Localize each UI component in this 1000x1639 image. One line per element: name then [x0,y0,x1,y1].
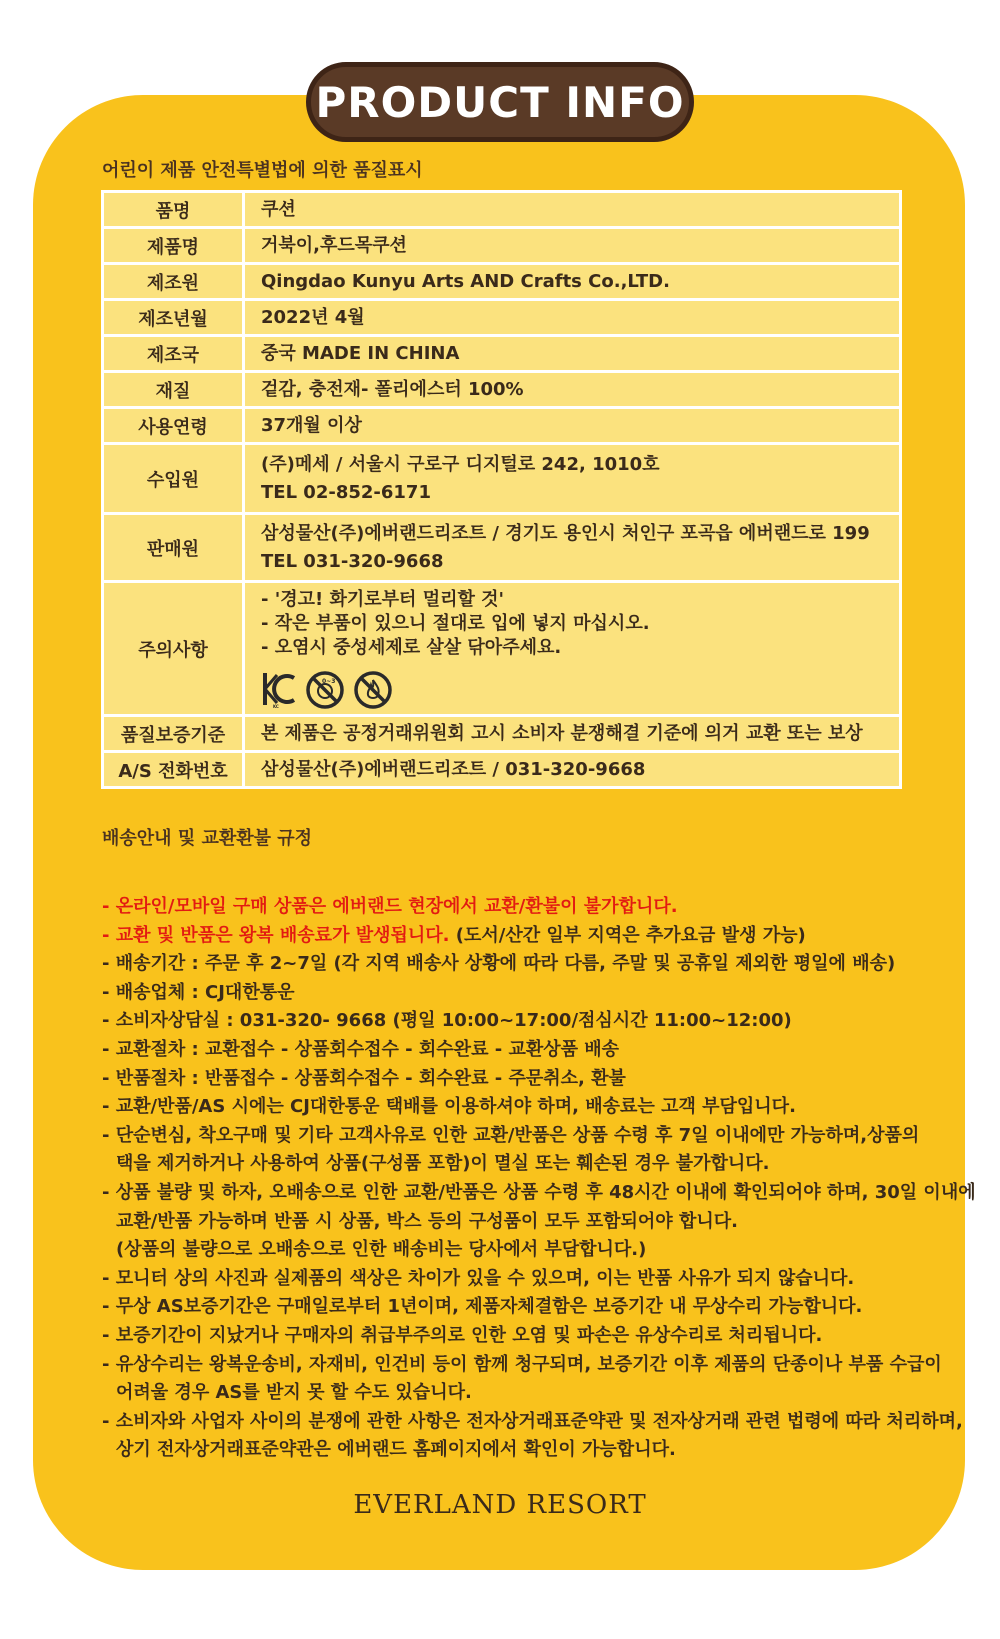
policy-line-text: - 모니터 상의 사진과 실제품의 색상은 차이가 있을 수 있으며, 이는 반품 사유가 되지 않습니다. [102,1267,855,1289]
row-label: 재질 [103,372,244,408]
policy-line-text: - 유상수리는 왕복운송비, 자재비, 인건비 등이 함께 청구되며, 보증기간 이후 제품의 단종이나 부품 수급이 [102,1353,942,1375]
policy-line [102,1093,922,1122]
row-value [244,336,901,372]
row-value-line: 2022년 4월 [261,306,365,328]
table-row [103,192,901,228]
row-label: 제조국 [103,336,244,372]
policy-line [102,1265,922,1294]
row-label: 품질보증기준 [103,716,244,752]
row-label: 판매원 [103,514,244,582]
row-value-line: 중국 MADE IN CHINA [261,342,460,364]
shipping-policy-list [102,893,976,1465]
table-row [103,228,901,264]
row-value-line: (주)메세 / 서울시 구로구 디지털로 242, 1010호 [261,453,660,475]
row-value-line: - 작은 부품이 있으니 절대로 입에 넣지 마십시오. [261,612,650,634]
row-label: 제조년월 [103,300,244,336]
row-value-line: Qingdao Kunyu Arts AND Crafts Co.,LTD. [261,270,670,292]
row-value [244,716,901,752]
row-label: 제조원 [103,264,244,300]
row-value [244,582,901,716]
brand-logo: EVERLAND RESORT [353,1490,647,1520]
policy-line [102,950,922,979]
policy-line-text: - 배송업체 : CJ대한통운 [102,981,295,1003]
row-label: 주의사항 [103,582,244,716]
row-value [244,264,901,300]
policy-line-text: - 무상 AS보증기간은 구매일로부터 1년이며, 제품자체결함은 보증기간 내 무상수리 가능합니다. [102,1296,863,1318]
table-row [103,336,901,372]
policy-line [102,1322,922,1351]
row-value [244,408,901,444]
policy-line [102,1179,976,1208]
row-value [244,192,901,228]
policy-line [102,1408,963,1437]
policy-line-text: - 교환 및 반품은 왕복 배송료가 발생됩니다. [102,924,450,946]
policy-line [102,1150,922,1179]
policy-line [102,1007,922,1036]
policy-line-text: - 소비자와 사업자 사이의 분쟁에 관한 사항은 전자상거래표준약관 및 전자상거래 관련 법령에 따라 처리하며, [102,1410,963,1432]
warning-icons [261,670,883,710]
row-value-line: 겉감, 충전재- 폴리에스터 100% [261,378,524,400]
row-value-line: TEL 02-852-6171 [261,481,431,503]
policy-line-text: - 배송기간 : 주문 후 2~7일 (각 지역 배송사 상황에 따라 다름, 주말 및 공휴일 제외한 평일에 배송) [102,953,896,975]
policy-line [102,922,922,951]
no-fire-icon [353,670,393,710]
policy-line-text: 교환/반품 가능하며 반품 시 상품, 박스 등의 구성품이 모두 포함되어야 합니다. [116,1210,738,1232]
row-value [244,372,901,408]
policy-line [102,1036,922,1065]
row-value [244,514,901,582]
table-row [103,752,901,788]
row-label: A/S 전화번호 [103,752,244,788]
policy-line-text: (상품의 불량으로 오배송으로 인한 배송비는 당사에서 부담합니다.) [116,1239,647,1261]
row-value-line: TEL 031-320-9668 [261,550,444,572]
title-banner [306,62,694,142]
table-row [103,264,901,300]
policy-line-suffix: (도서/산간 일부 지역은 추가요금 발생 가능) [449,924,806,946]
row-value-line: - '경고! 화기로부터 멀리할 것' [261,588,505,610]
policy-line [102,1351,942,1380]
policy-line-text: - 교환/반품/AS 시에는 CJ대한통운 택배를 이용하셔야 하며, 배송료는 고객 부담입니다. [102,1096,796,1118]
row-label: 수입원 [103,444,244,514]
policy-line [102,1208,922,1237]
row-label: 제품명 [103,228,244,264]
shipping-section-title: 배송안내 및 교환환불 규정 [102,828,313,849]
row-value-line: 삼성물산(주)에버랜드리조트 / 031-320-9668 [261,758,646,780]
kc-mark-icon [261,670,297,708]
policy-line-text: 택을 제거하거나 사용하여 상품(구성품 포함)이 멸실 또는 훼손된 경우 불가합니다. [116,1153,770,1175]
no-under-3-icon [305,670,345,710]
policy-line [102,1436,922,1465]
age-limit-text: 0~3 [322,677,336,685]
policy-line [102,893,922,922]
policy-line-text: - 보증기간이 지났거나 구매자의 취급부주의로 인한 오염 및 파손은 유상수리로 처리됩니다. [102,1324,823,1346]
row-value [244,228,901,264]
policy-line-text: - 온라인/모바일 구매 상품은 에버랜드 현장에서 교환/환불이 불가합니다. [102,896,678,917]
table-row [103,716,901,752]
row-value-line: 쿠션 [261,198,296,220]
page-title: PRODUCT INFO [315,77,685,127]
table-row [103,514,901,582]
policy-line [102,1122,922,1151]
policy-line-text: - 소비자상담실 : 031-320- 9668 (평일 10:00~17:00/점심시간 11:00~12:00) [102,1010,792,1032]
policy-line-text: - 상품 불량 및 하자, 오배송으로 인한 교환/반품은 상품 수령 후 48시간 이내에 확인되어야 하며, 30일 이내에 [102,1181,976,1203]
kc-mark-text: KC [273,703,279,708]
table-row [103,582,901,716]
policy-line [102,1379,922,1408]
quality-info-table [101,190,902,789]
table-row [103,372,901,408]
row-label: 사용연령 [103,408,244,444]
row-value [244,444,901,514]
row-value-line: 본 제품은 공정거래위원회 고시 소비자 분쟁해결 기준에 의거 교환 또는 보상 [261,722,863,744]
policy-line-text: - 반품절차 : 반품접수 - 상품회수접수 - 회수완료 - 주문취소, 환불 [102,1067,626,1089]
row-value [244,752,901,788]
policy-line-text: - 단순변심, 착오구매 및 기타 고객사유로 인한 교환/반품은 상품 수령 후 7일 이내에만 가능하며,상품의 [102,1124,920,1146]
policy-line [102,979,922,1008]
table-row [103,444,901,514]
policy-line [102,1236,922,1265]
policy-line [102,1293,922,1322]
policy-line-text: - 교환절차 : 교환접수 - 상품회수접수 - 회수완료 - 교환상품 배송 [102,1038,620,1060]
policy-line-text: 어려울 경우 AS를 받지 못 할 수도 있습니다. [116,1382,472,1404]
row-value [244,300,901,336]
row-label: 품명 [103,192,244,228]
row-value-line: 37개월 이상 [261,414,362,436]
row-value-line: 거북이,후드목쿠션 [261,234,407,256]
quality-section-title: 어린이 제품 안전특별법에 의한 품질표시 [102,160,423,181]
row-value-line: - 오염시 중성세제로 살살 닦아주세요. [261,636,562,658]
table-row [103,408,901,444]
policy-line [102,1065,922,1094]
policy-line-text: 상기 전자상거래표준약관은 에버랜드 홈페이지에서 확인이 가능합니다. [116,1439,676,1461]
row-value-line: 삼성물산(주)에버랜드리조트 / 경기도 용인시 처인구 포곡읍 에버랜드로 199 [261,522,870,544]
table-row [103,300,901,336]
